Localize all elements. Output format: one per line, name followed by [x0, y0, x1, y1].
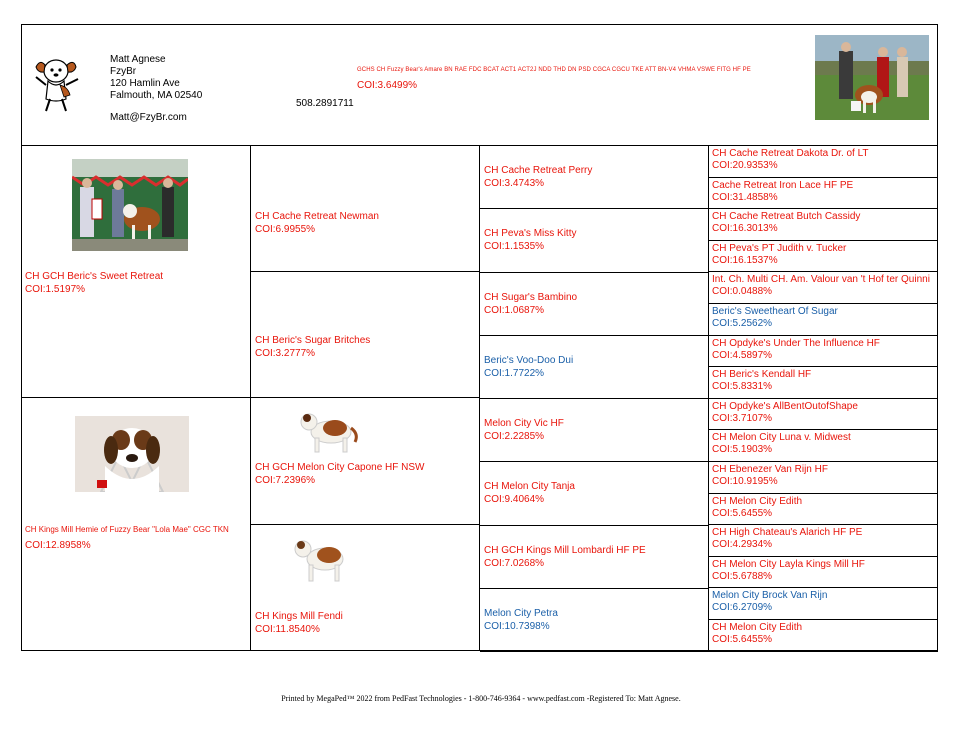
gen3-cell [480, 589, 709, 652]
gen3-cell [480, 273, 709, 336]
owner-street: 120 Hamlin Ave [110, 78, 180, 89]
gen4-cell [709, 620, 938, 652]
gen3-cell [480, 146, 709, 209]
gen4-coi: COI:16.1537% [712, 254, 778, 266]
owner-block [110, 54, 202, 124]
gen4-name: CH Opdyke's Under The Influence HF [712, 337, 880, 349]
gen4-coi: COI:5.2562% [712, 318, 773, 329]
gen4-cell [709, 557, 938, 589]
gen4-name: CH Opdyke's AllBentOutofShape [712, 400, 858, 412]
gen4-name: Melon City Brock Van Rijn [712, 590, 828, 602]
footer-credit: Printed by MegaPed™ 2022 from PedFast Technologies - 1-800-746-9364 - www.pedfast.com -Registered To: Matt Agnese. [281, 694, 681, 703]
gen4-coi: COI:4.5897% [712, 349, 773, 361]
gen3-coi: COI:7.0268% [484, 557, 545, 569]
gen4-cell [709, 209, 938, 241]
gen4-name: Int. Ch. Multi CH. Am. Valour van 't Hof ter Quinni [712, 274, 930, 286]
gen3-name: Beric's Voo-Doo Dui [484, 354, 574, 366]
gen4-coi: COI:16.3013% [712, 223, 778, 235]
gen1-cell-dam [22, 398, 251, 651]
gen2-cell-2 [251, 272, 480, 398]
gen4-name: CH Cache Retreat Butch Cassidy [712, 211, 861, 223]
gen3-name: Melon City Petra [484, 607, 558, 619]
gen2-name-3: CH GCH Melon City Capone HF NSW [255, 462, 425, 473]
gen3-coi: COI:1.0687% [484, 304, 545, 316]
gen3-coi: COI:3.4743% [484, 178, 545, 189]
gen4-coi: COI:5.6455% [712, 507, 773, 519]
gen1-dam-coi: COI:12.8958% [25, 540, 91, 551]
gen3-name: CH GCH Kings Mill Lombardi HF PE [484, 544, 646, 556]
gen4-cell [709, 399, 938, 431]
owner-email: Matt@FzyBr.com [110, 112, 187, 123]
gen2-coi-3: COI:7.2396% [255, 475, 316, 486]
gen2-coi-2: COI:3.2777% [255, 348, 316, 359]
gen3-cell [480, 399, 709, 462]
gen4-cell [709, 462, 938, 494]
gen3-cell [480, 526, 709, 589]
gen4-cell [709, 367, 938, 399]
gen4-cell [709, 304, 938, 336]
gen4-cell [709, 494, 938, 526]
gen2-coi-4: COI:11.8540% [255, 624, 320, 635]
gen4-coi: COI:3.7107% [712, 412, 773, 424]
gen3-name: CH Cache Retreat Perry [484, 165, 593, 176]
subject-coi: COI:3.6499% [357, 80, 418, 91]
gen4-name: CH Melon City Layla Kings Mill HF [712, 558, 865, 570]
gen2-name-2: CH Beric's Sugar Britches [255, 335, 371, 346]
sire-photo [72, 159, 188, 251]
gen3-name: CH Melon City Tanja [484, 481, 575, 493]
gen4-coi: COI:20.9353% [712, 160, 778, 171]
gen3-cell [480, 209, 709, 272]
gen3-coi: COI:2.2285% [484, 431, 545, 442]
gen3-name: Melon City Vic HF [484, 418, 564, 429]
owner-phone: 508.2891711 [296, 98, 354, 109]
dog-logo-icon [30, 55, 82, 113]
gen3-name: CH Sugar's Bambino [484, 291, 578, 303]
gen4-coi: COI:31.4858% [712, 191, 778, 203]
owner-city: Falmouth, MA 02540 [110, 90, 203, 101]
gen4-cell [709, 146, 938, 178]
gen3-coi: COI:1.7722% [484, 367, 545, 379]
gen4-coi: COI:4.2934% [712, 539, 773, 551]
subject-name: GCHS CH Fuzzy Bear's Amare BN RAE FDC BCAT ACT1 ACT2J NDD THD DN PSD CGCA CGCU TKE ATT BN-V4 VHMA VSWE FITG HF PE [357, 67, 751, 73]
gen4-name: Beric's Sweetheart Of Sugar [712, 306, 838, 317]
gen4-name: CH High Chateau's Alarich HF PE [712, 527, 863, 539]
gen2-name-4: CH Kings Mill Fendi [255, 611, 343, 622]
gen2-cell-3 [251, 398, 480, 525]
gen1-cell-sire [22, 146, 251, 398]
gen4-cell [709, 272, 938, 304]
gen4-name: CH Melon City Luna v. Midwest [712, 432, 851, 444]
gen2-name-1: CH Cache Retreat Newman [255, 211, 379, 222]
gen2-coi-1: COI:6.9955% [255, 224, 316, 235]
gen4-name: CH Beric's Kendall HF [712, 369, 812, 381]
owner-name: Matt Agnese [110, 54, 166, 65]
gen3-cell [480, 462, 709, 525]
gen4-name: CH Cache Retreat Dakota Dr. of LT [712, 148, 869, 159]
gen4-coi: COI:0.0488% [712, 286, 773, 298]
gen4-coi: COI:10.9195% [712, 476, 778, 487]
gen2-cell-4 [251, 525, 480, 651]
dam-photo [75, 416, 189, 492]
gen3-coi: COI:1.1535% [484, 241, 545, 253]
gen3-name: CH Peva's Miss Kitty [484, 228, 577, 240]
owner-kennel: FzyBr [110, 66, 137, 77]
pedigree-grid [21, 145, 938, 651]
gen4-name: Cache Retreat Iron Lace HF PE [712, 179, 854, 191]
gen4-coi: COI:5.6788% [712, 570, 773, 582]
gen4-coi: COI:5.8331% [712, 381, 773, 393]
gen4-cell [709, 430, 938, 462]
gen4-name: CH Melon City Edith [712, 495, 803, 507]
gen1-dam-name: CH Kings Mill Hemie of Fuzzy Bear "Lola Mae" CGC TKN [25, 525, 229, 534]
gen1-sire-coi: COI:1.5197% [25, 284, 86, 295]
gen4-coi: COI:6.2709% [712, 602, 773, 614]
gen3-coi: COI:9.4064% [484, 494, 545, 506]
gen1-sire-name: CH GCH Beric's Sweet Retreat [25, 271, 164, 282]
gen4-coi: COI:5.6455% [712, 634, 773, 645]
dog-icon [295, 406, 361, 456]
gen4-cell [709, 336, 938, 368]
gen4-coi: COI:5.1903% [712, 444, 773, 456]
gen3-cell [480, 336, 709, 399]
gen4-cell [709, 588, 938, 620]
gen4-name: CH Ebenezer Van Rijn HF [712, 464, 828, 475]
gen4-name: CH Peva's PT Judith v. Tucker [712, 242, 847, 254]
gen4-cell [709, 178, 938, 210]
gen4-cell [709, 241, 938, 273]
gen2-cell-1 [251, 146, 480, 272]
gen4-name: CH Melon City Edith [712, 622, 803, 633]
subject-photo [815, 35, 929, 120]
gen4-cell [709, 525, 938, 557]
dog-icon [291, 535, 351, 585]
gen3-coi: COI:10.7398% [484, 620, 550, 632]
